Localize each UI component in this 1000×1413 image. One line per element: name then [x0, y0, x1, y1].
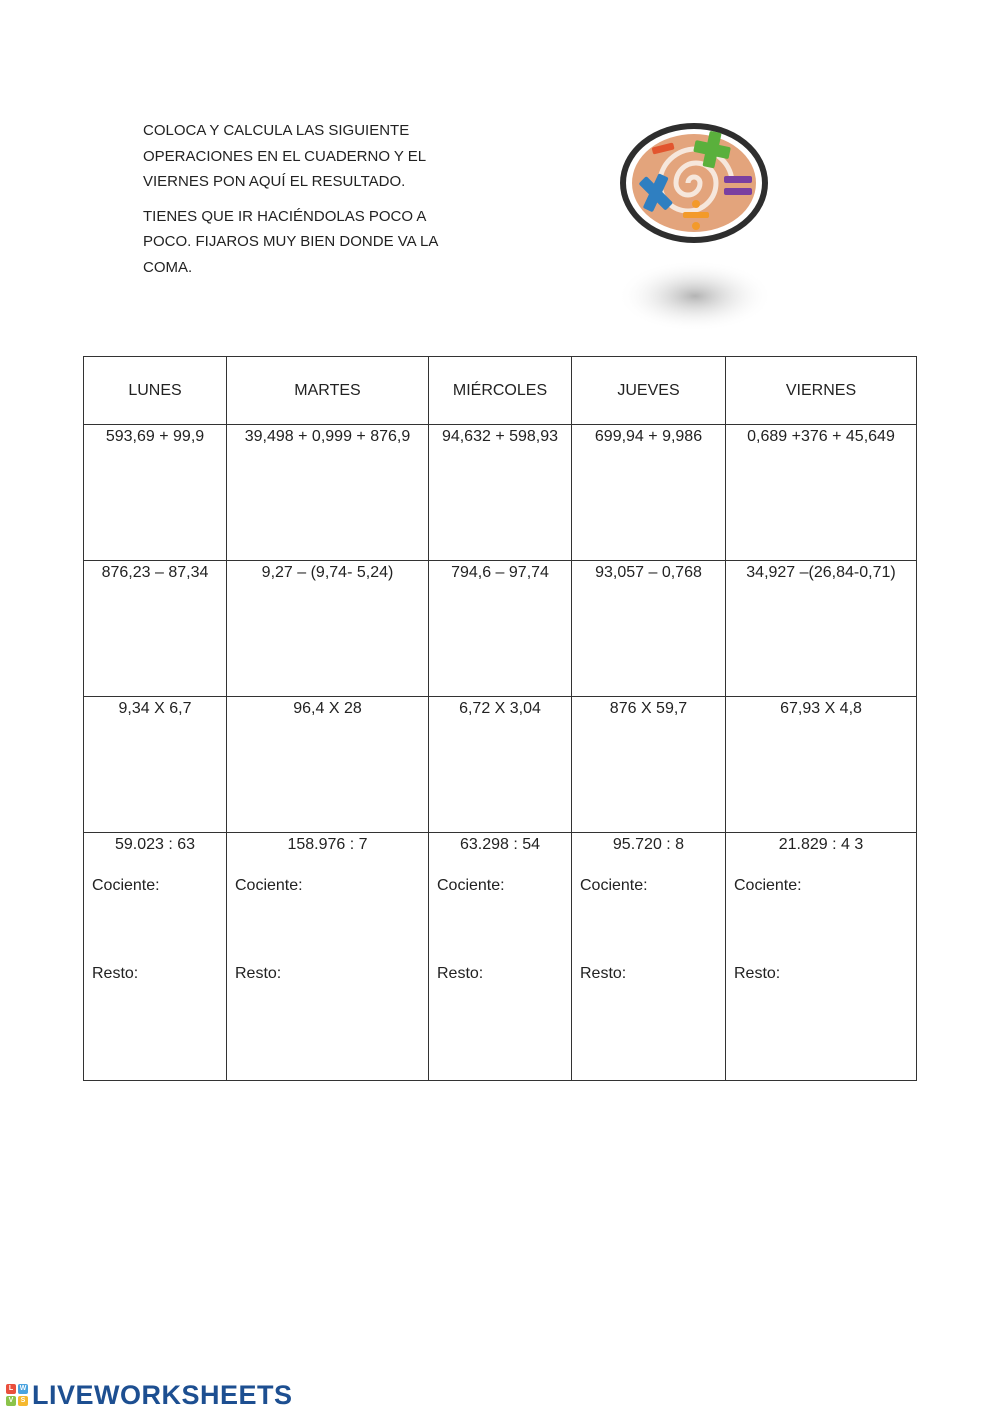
day-header-miercoles: MIÉRCOLES [429, 357, 572, 425]
operation-text: 876,23 – 87,34 [101, 564, 209, 581]
divisions-row [84, 833, 917, 1081]
answer-cell[interactable] [572, 697, 726, 833]
answer-cell[interactable] [726, 697, 917, 833]
operation-text: 93,057 – 0,768 [595, 564, 702, 581]
remainder-label: Resto: [437, 965, 484, 982]
operation-text: 63.298 : 54 [459, 836, 541, 853]
day-header-viernes: VIERNES [726, 357, 917, 425]
answer-cell[interactable] [429, 833, 572, 1081]
answer-cell[interactable] [227, 561, 429, 697]
answer-cell[interactable] [84, 425, 227, 561]
operations-table [83, 356, 917, 1081]
operation-text: 39,498 + 0,999 + 876,9 [244, 428, 411, 445]
remainder-label: Resto: [580, 965, 627, 982]
day-header-jueves: JUEVES [572, 357, 726, 425]
operation-text: 21.829 : 4 3 [778, 836, 864, 853]
answer-cell[interactable] [726, 833, 917, 1081]
answer-cell[interactable] [726, 561, 917, 697]
answer-cell[interactable] [84, 561, 227, 697]
quotient-label: Cociente: [92, 877, 160, 894]
multiplications-row [84, 697, 917, 833]
day-header-lunes: LUNES [84, 357, 227, 425]
quotient-label: Cociente: [734, 877, 802, 894]
day-header-martes: MARTES [227, 357, 429, 425]
answer-cell[interactable] [572, 561, 726, 697]
logo-shadow [617, 260, 773, 332]
operation-text: 6,72 X 3,04 [459, 700, 541, 717]
operation-text: 94,632 + 598,93 [441, 428, 559, 445]
operation-text: 59.023 : 63 [114, 836, 196, 853]
answer-cell[interactable] [429, 425, 572, 561]
operation-text: 0,689 +376 + 45,649 [747, 428, 895, 445]
operation-text: 158.976 : 7 [287, 836, 368, 853]
answer-cell[interactable] [84, 833, 227, 1081]
remainder-label: Resto: [734, 965, 781, 982]
sums-row [84, 425, 917, 561]
quotient-label: Cociente: [235, 877, 303, 894]
liveworksheets-icon: L W V S [6, 1384, 28, 1406]
answer-cell[interactable] [572, 425, 726, 561]
answer-cell[interactable] [84, 697, 227, 833]
answer-cell[interactable] [429, 561, 572, 697]
answer-cell[interactable] [726, 425, 917, 561]
quotient-label: Cociente: [437, 877, 505, 894]
operation-text: 794,6 – 97,74 [451, 564, 549, 581]
liveworksheets-logo[interactable] [6, 1380, 293, 1410]
remainder-label: Resto: [235, 965, 282, 982]
instructions [143, 118, 473, 289]
operation-text: 67,93 X 4,8 [780, 700, 862, 717]
liveworksheets-brand: LIVEWORKSHEETS [32, 1379, 293, 1410]
operation-text: 95.720 : 8 [612, 836, 685, 853]
operation-text: 9,27 – (9,74- 5,24) [261, 564, 394, 581]
table-header-row [84, 357, 917, 425]
remainder-label: Resto: [92, 965, 139, 982]
instructions-paragraph-1: COLOCA Y CALCULA LAS SIGUIENTE OPERACIONES EN EL CUADERNO Y EL VIERNES PON AQUÍ EL RESULTADO. [143, 122, 426, 190]
answer-cell[interactable] [227, 697, 429, 833]
operation-text: 34,927 –(26,84-0,71) [746, 564, 896, 581]
operation-text: 96,4 X 28 [293, 700, 362, 717]
operation-text: 593,69 + 99,9 [105, 428, 205, 445]
instructions-paragraph-2: TIENES QUE IR HACIÉNDOLAS POCO A POCO. FIJAROS MUY BIEN DONDE VA LA COMA. [143, 207, 438, 276]
answer-cell[interactable] [572, 833, 726, 1081]
math-operations-icon [610, 118, 780, 348]
answer-cell[interactable] [227, 833, 429, 1081]
subtractions-row [84, 561, 917, 697]
operation-text: 699,94 + 9,986 [594, 428, 703, 445]
answer-cell[interactable] [227, 425, 429, 561]
operation-text: 876 X 59,7 [609, 700, 688, 717]
quotient-label: Cociente: [580, 877, 648, 894]
answer-cell[interactable] [429, 697, 572, 833]
operation-text: 9,34 X 6,7 [118, 700, 192, 717]
